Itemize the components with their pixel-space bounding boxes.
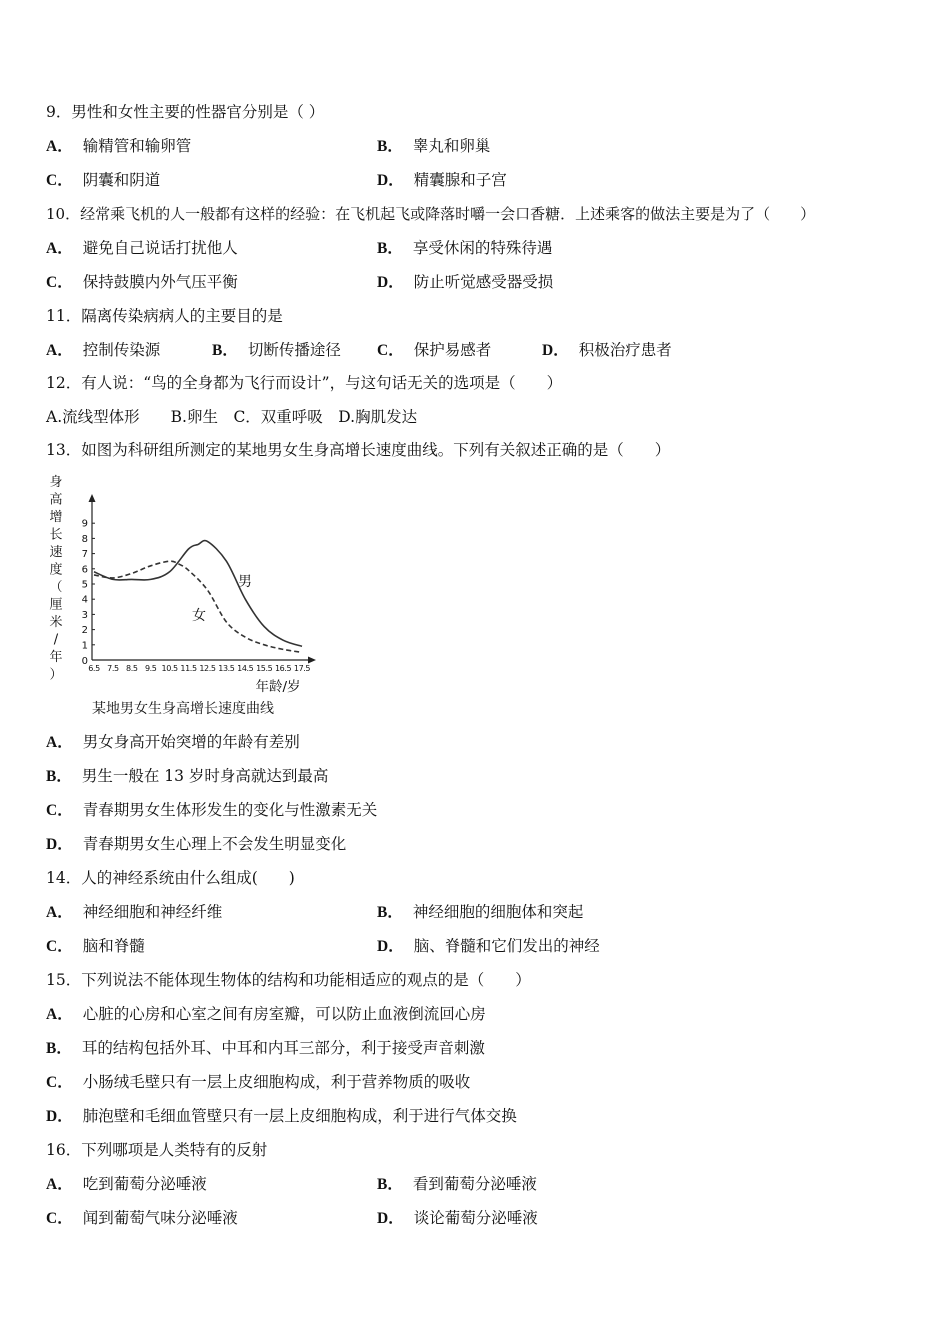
series-female-line — [94, 561, 302, 652]
y-tick-label: 4 — [81, 594, 88, 606]
q10-option-d[interactable]: D． 防止听觉感受器受损 — [377, 273, 554, 291]
y-tick-label: 6 — [81, 564, 88, 576]
q13-option-b[interactable]: B． 男生一般在 13 岁时身高就达到最高 — [46, 767, 329, 785]
x-axis-arrow — [308, 657, 316, 664]
x-tick-label: 11.5 — [180, 664, 197, 673]
x-tick-label: 6.5 — [88, 664, 100, 673]
q9-stem: 9．男性和女性主要的性器官分别是（ ） — [46, 103, 325, 121]
q9-option-d[interactable]: D． 精囊腺和子宫 — [377, 171, 507, 189]
y-axis-label — [49, 475, 62, 683]
q9-option-b[interactable]: B． 睾丸和卵巢 — [377, 137, 491, 155]
x-tick-label: 15.5 — [256, 664, 273, 673]
chart-caption: 某地男女生身高增长速度曲线 — [92, 701, 274, 717]
q15-option-a[interactable]: A． 心脏的心房和心室之间有房室瓣，可以防止血液倒流回心房 — [46, 1005, 486, 1023]
label-male: 男 — [238, 574, 252, 590]
q14-option-b[interactable]: B． 神经细胞的细胞体和突起 — [377, 903, 584, 921]
y-tick-label: 3 — [81, 609, 88, 621]
q10-option-c[interactable]: C． 保持鼓膜内外气压平衡 — [46, 273, 238, 291]
x-tick-label: 14.5 — [237, 664, 254, 673]
y-label-char: ） — [49, 667, 63, 683]
q16-option-d[interactable]: D． 谈论葡萄分泌唾液 — [377, 1209, 538, 1227]
q16-option-c[interactable]: C． 闻到葡萄气味分泌唾液 — [46, 1209, 238, 1227]
q15-option-d[interactable]: D． 肺泡壁和毛细血管壁只有一层上皮细胞构成，利于进行气体交换 — [46, 1107, 517, 1125]
x-tick-label: 16.5 — [274, 664, 292, 673]
y-label-char: 厘 — [49, 597, 63, 613]
origin-label: 0 — [81, 656, 88, 667]
x-tick-labels — [88, 664, 310, 694]
y-label-char: 速 — [49, 545, 63, 560]
y-label-char: 增 — [49, 510, 63, 525]
y-tick-label: 9 — [81, 518, 88, 530]
q14-stem: 14．人的神经系统由什么组成( ) — [46, 869, 295, 887]
q15-option-b[interactable]: B． 耳的结构包括外耳、中耳和内耳三部分，利于接受声音刺激 — [46, 1039, 485, 1057]
x-tick-label: 13.5 — [218, 664, 235, 673]
y-label-char: 度 — [49, 562, 63, 578]
y-label-char: （ — [49, 580, 63, 595]
q15-stem: 15．下列说法不能体现生物体的结构和功能相适应的观点的是（ ） — [46, 971, 531, 989]
q10-option-a[interactable]: A． 避免自己说话打扰他人 — [46, 239, 238, 257]
y-tick-label: 7 — [81, 549, 88, 561]
x-axis-label: 年龄/岁 — [255, 679, 301, 694]
q11-option-c[interactable]: C． 保护易感者 — [377, 341, 492, 359]
x-tick-label: 8.5 — [126, 664, 138, 673]
q13-stem: 13．如图为科研组所测定的某地男女生身高增长速度曲线。下列有关叙述正确的是（ ） — [46, 441, 671, 459]
y-tick-labels — [82, 519, 95, 667]
x-tick-label: 7.5 — [107, 664, 119, 673]
q11-stem: 11．隔离传染病病人的主要目的是 — [46, 307, 283, 325]
q10-option-b[interactable]: B． 享受休闲的特殊待遇 — [377, 239, 553, 257]
q12-options[interactable]: A.流线型体形 B.卵生 C．双重呼吸 D.胸肌发达 — [46, 408, 418, 426]
y-tick-label: 5 — [81, 579, 88, 591]
y-tick-label: 8 — [81, 533, 88, 545]
q15-option-c[interactable]: C． 小肠绒毛壁只有一层上皮细胞构成，利于营养物质的吸收 — [46, 1073, 471, 1091]
q9-option-a[interactable]: A． 输精管和输卵管 — [46, 137, 192, 155]
q13-option-a[interactable]: A． 男女身高开始突增的年龄有差别 — [46, 733, 300, 751]
x-tick-label: 17.5 — [293, 664, 311, 673]
x-tick-label: 12.5 — [199, 664, 216, 673]
q12-stem: 12．有人说：“鸟的全身都为飞行而设计”，与这句话无关的选项是（ ） — [46, 374, 563, 392]
chart-axes — [89, 494, 317, 664]
chart-series — [94, 541, 302, 653]
y-tick-label: 1 — [81, 640, 88, 652]
q11-option-b[interactable]: B． 切断传播途径 — [212, 341, 341, 359]
q9-option-c[interactable]: C． 阴囊和阴道 — [46, 171, 161, 189]
height-growth-chart — [46, 472, 336, 694]
q14-option-a[interactable]: A． 神经细胞和神经纤维 — [46, 903, 223, 921]
x-tick-label: 9.5 — [144, 664, 157, 673]
y-tick-label: 2 — [81, 625, 88, 637]
q16-option-a[interactable]: A． 吃到葡萄分泌唾液 — [46, 1175, 207, 1193]
q14-option-d[interactable]: D． 脑、脊髓和它们发出的神经 — [377, 937, 600, 955]
label-female: 女 — [192, 608, 206, 624]
y-axis-arrow — [89, 494, 96, 502]
q16-stem: 16．下列哪项是人类特有的反射 — [46, 1141, 268, 1159]
q13-option-d[interactable]: D． 青春期男女生心理上不会发生明显变化 — [46, 835, 347, 853]
y-label-char: 高 — [49, 492, 63, 508]
y-label-char: / — [53, 632, 59, 648]
y-label-char: 米 — [49, 615, 63, 630]
q10-stem: 10．经常乘飞机的人一般都有这样的经验：在飞机起飞或降落时嚼一会口香糖．上述乘客的做法主要是为了（ ） — [46, 205, 816, 223]
q13-option-c[interactable]: C． 青春期男女生体形发生的变化与性激素无关 — [46, 801, 378, 819]
y-label-char: 身 — [49, 475, 63, 490]
x-tick-label: 10.5 — [161, 664, 178, 673]
y-label-char: 年 — [49, 650, 63, 665]
q16-option-b[interactable]: B． 看到葡萄分泌唾液 — [377, 1175, 537, 1193]
q11-option-a[interactable]: A． 控制传染源 — [46, 341, 161, 359]
q11-option-d[interactable]: D． 积极治疗患者 — [542, 341, 672, 359]
q14-option-c[interactable]: C． 脑和脊髓 — [46, 937, 145, 955]
series-male-line — [94, 541, 302, 647]
y-label-char: 长 — [49, 527, 63, 543]
